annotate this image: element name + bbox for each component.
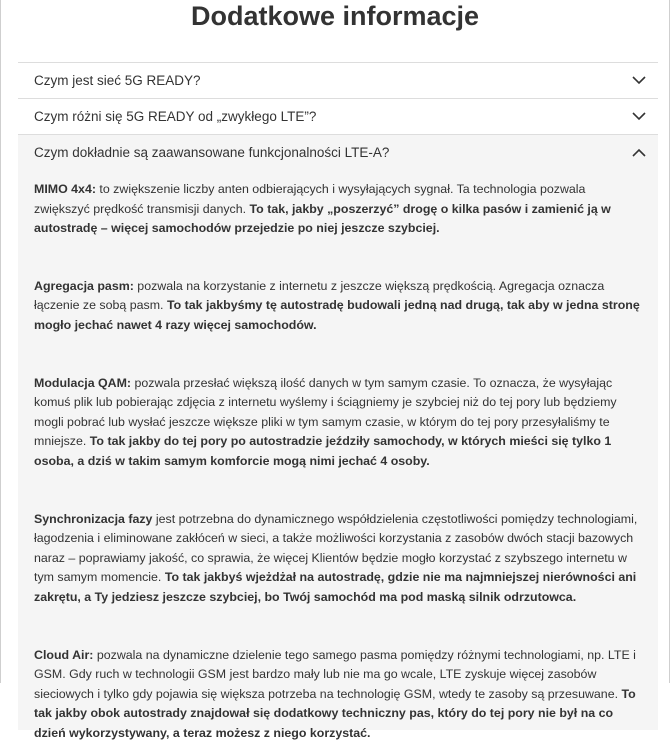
faq-question: Czym jest sieć 5G READY?: [34, 73, 201, 88]
chevron-up-icon[interactable]: [632, 146, 646, 160]
answer-text: pozwala na dynamiczne dzielenie tego samego pasma pomiędzy różnymi technologiami, np. LTE i GSM. Gdy ruch w technologii GSM jest bardzo mały lub nie ma go wcale, LTE zyskuje więcej zasobów sieciowych i tylko gdy pojawia się większa potrzeba na technologię GSM, wtedy te zasoby są przesuwane.: [34, 648, 636, 701]
chevron-down-icon[interactable]: [632, 110, 646, 124]
answer-text: pozwala przesłać większą ilość danych w tym samym czasie. To oznacza, że wysyłając komuś plik lub pobierając zdjęcia z internetu wyślemy i ściągniemy je szybciej niż do tej pory lub będziemy mogli pobrać lub wysłać jeszcze większe pliki w tym samym czasie, w którym do tej pory przesyłaliśmy te mniejsze.: [34, 376, 617, 449]
answer-term: MIMO 4x4:: [34, 182, 96, 196]
answer-text: to zwiększenie liczby anten odbierających i wysyłających sygnał. Ta technologia pozwala zwiększyć prędkość transmisji danych.: [34, 182, 585, 216]
faq-accordion: [18, 62, 658, 730]
answer-term: Modulacja QAM:: [34, 376, 131, 390]
answer-paragraph-cloud-air: [34, 646, 642, 743]
answer-term: Agregacja pasm:: [34, 279, 134, 293]
chevron-down-icon[interactable]: [632, 74, 646, 88]
answer-emphasis: To tak jakby do tej pory po autostradzie jeździły samochody, w których mieści się tylko 1 osoba, a dziś w takim samym komforcie mogą nimi jechać 4 osoby.: [34, 434, 611, 468]
faq-item-lte-a[interactable]: [18, 134, 658, 170]
faq-question: Czym dokładnie są zaawansowane funkcjonalności LTE-A?: [34, 145, 389, 160]
answer-emphasis: To tak jakbyś wjeżdżał na autostradę, gdzie nie ma najmniejszej nierówności ani zakrętu, a Ty jedziesz jeszcze szybciej, bo Twój samochód ma pod maską silnik odrzutowca.: [34, 570, 636, 604]
answer-emphasis: To tak, jakby „poszerzyć” drogę o kilka pasów i zamienić ją w autostradę – więcej samochodów przejedzie po niej jeszcze szybciej.: [34, 202, 611, 236]
faq-item-5g-vs-lte[interactable]: [18, 98, 658, 134]
answer-paragraph-synchronizacja: [34, 510, 642, 608]
faq-answer-lte-a: [18, 170, 658, 730]
faq-question: Czym różni się 5G READY od „zwykłego LTE”?: [34, 109, 316, 124]
answer-text: jest potrzebna do dynamicznego współdzielenia częstotliwości pomiędzy technologiami, łagodzenia i eliminowane zakłóceń w sieci, a także możliwości korzystania z zasobów dwóch stacji bazowych naraz – poprawiamy jakość, co sprawia, że więcej Klientów będzie mogło korzystać z szybszego internetu w tym samym momencie.: [34, 512, 637, 585]
answer-text: pozwala na korzystanie z internetu z jeszcze większą prędkością. Agregacja oznacza łączenie ze sobą pasm.: [34, 279, 604, 313]
answer-paragraph-qam: [34, 374, 642, 472]
answer-paragraph-mimo: [34, 180, 642, 239]
faq-item-5g-ready[interactable]: [18, 62, 658, 98]
answer-term: Cloud Air:: [34, 648, 93, 662]
answer-paragraph-agregacja: [34, 277, 642, 336]
answer-emphasis: To tak jakby obok autostrady znajdował się dodatkowy techniczny pas, który do tej pory nie był na co dzień wykorzystywany, a teraz możesz z niego korzystać.: [34, 687, 636, 740]
answer-term: Synchronizacja fazy: [34, 512, 152, 526]
page-title: Dodatkowe informacje: [1, 0, 669, 32]
answer-emphasis: To tak jakbyśmy tę autostradę budowali jedną nad drugą, tak aby w jedna stronę mogło jechać nawet 4 razy więcej samochodów.: [34, 298, 640, 332]
